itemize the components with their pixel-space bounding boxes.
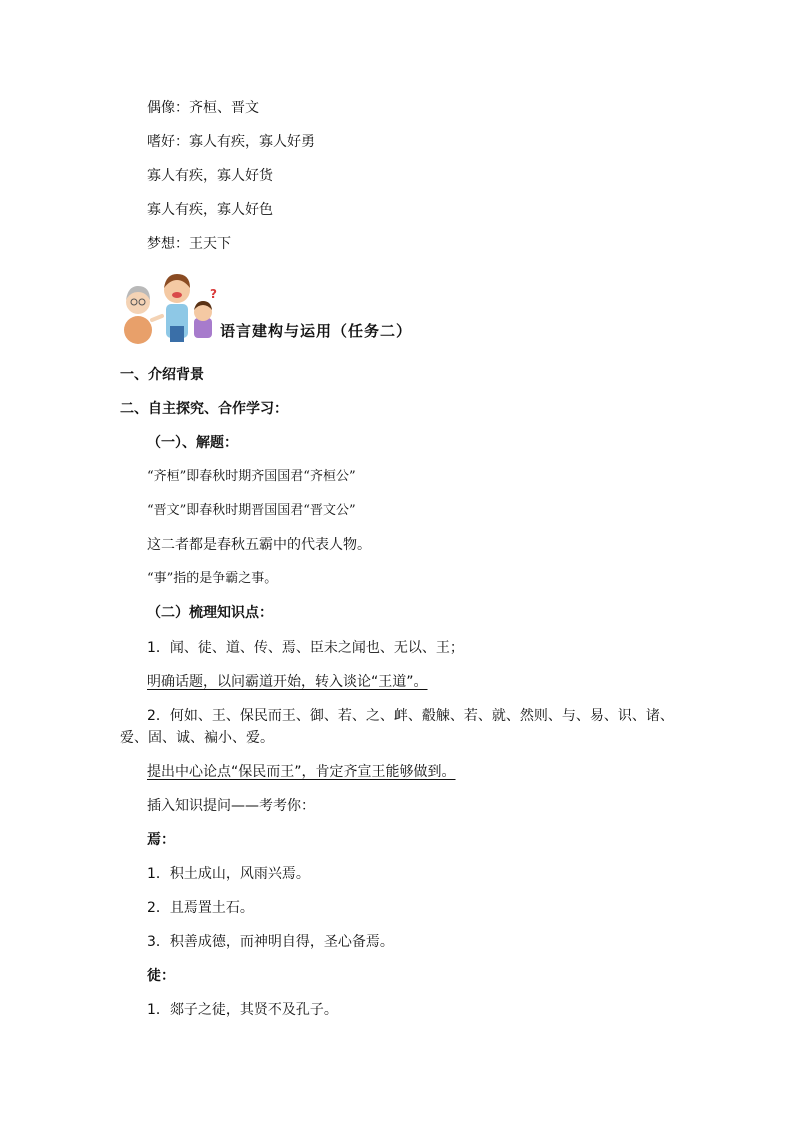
heading-explore: 二、自主探究、合作学习： (120, 401, 288, 417)
knowledge-point-2: 2．何如、王、保民而王、御、若、之、衅、觳觫、若、就、然则、与、易、识、诸、爱、固、诚、褊小、爱。 (120, 708, 674, 746)
hobby-line-2: 寡人有疾，寡人好货 (147, 168, 273, 184)
quiz-intro: 插入知识提问——考考你： (147, 798, 315, 814)
explain-line-1: “齐桓”即春秋时期齐国国君“齐桓公” (147, 469, 356, 484)
quiz-yan-2: 2．且焉置土石。 (147, 900, 254, 916)
explain-line-4: “事”指的是争霸之事。 (147, 571, 278, 586)
idols-line: 偶像：齐桓、晋文 (147, 100, 259, 116)
section-title: 语言建构与运用（任务二） (220, 322, 413, 340)
subheading-title-explain: （一）、解题： (147, 435, 238, 451)
explain-line-2: “晋文”即春秋时期晋国国君“晋文公” (147, 503, 356, 518)
quiz-tu-label: 徒： (147, 968, 175, 984)
knowledge-point-2-note: 提出中心论点“保民而王”，肯定齐宣王能够做到。 (147, 764, 456, 780)
dream-line: 梦想：王天下 (147, 236, 231, 252)
hobby-line-3: 寡人有疾，寡人好色 (147, 202, 273, 218)
family-clipart-icon (118, 268, 222, 344)
subheading-knowledge: （二）梳理知识点： (147, 605, 273, 621)
quiz-yan-3: 3．积善成德，而神明自得，圣心备焉。 (147, 934, 394, 950)
explain-line-3: 这二者都是春秋五霸中的代表人物。 (147, 537, 371, 553)
quiz-yan-label: 焉： (147, 832, 175, 848)
hobbies-line: 嗜好：寡人有疾，寡人好勇 (147, 134, 315, 150)
quiz-tu-1: 1．郯子之徒，其贤不及孔子。 (147, 1002, 338, 1018)
svg-text:?: ? (210, 287, 217, 301)
quiz-yan-1: 1．积土成山，风雨兴焉。 (147, 866, 310, 882)
heading-background: 一、介绍背景 (120, 367, 204, 383)
knowledge-point-1: 1．闻、徒、道、传、焉、臣未之闻也、无以、王； (147, 640, 464, 656)
knowledge-point-1-note: 明确话题，以问霸道开始，转入谈论“王道”。 (147, 674, 428, 690)
